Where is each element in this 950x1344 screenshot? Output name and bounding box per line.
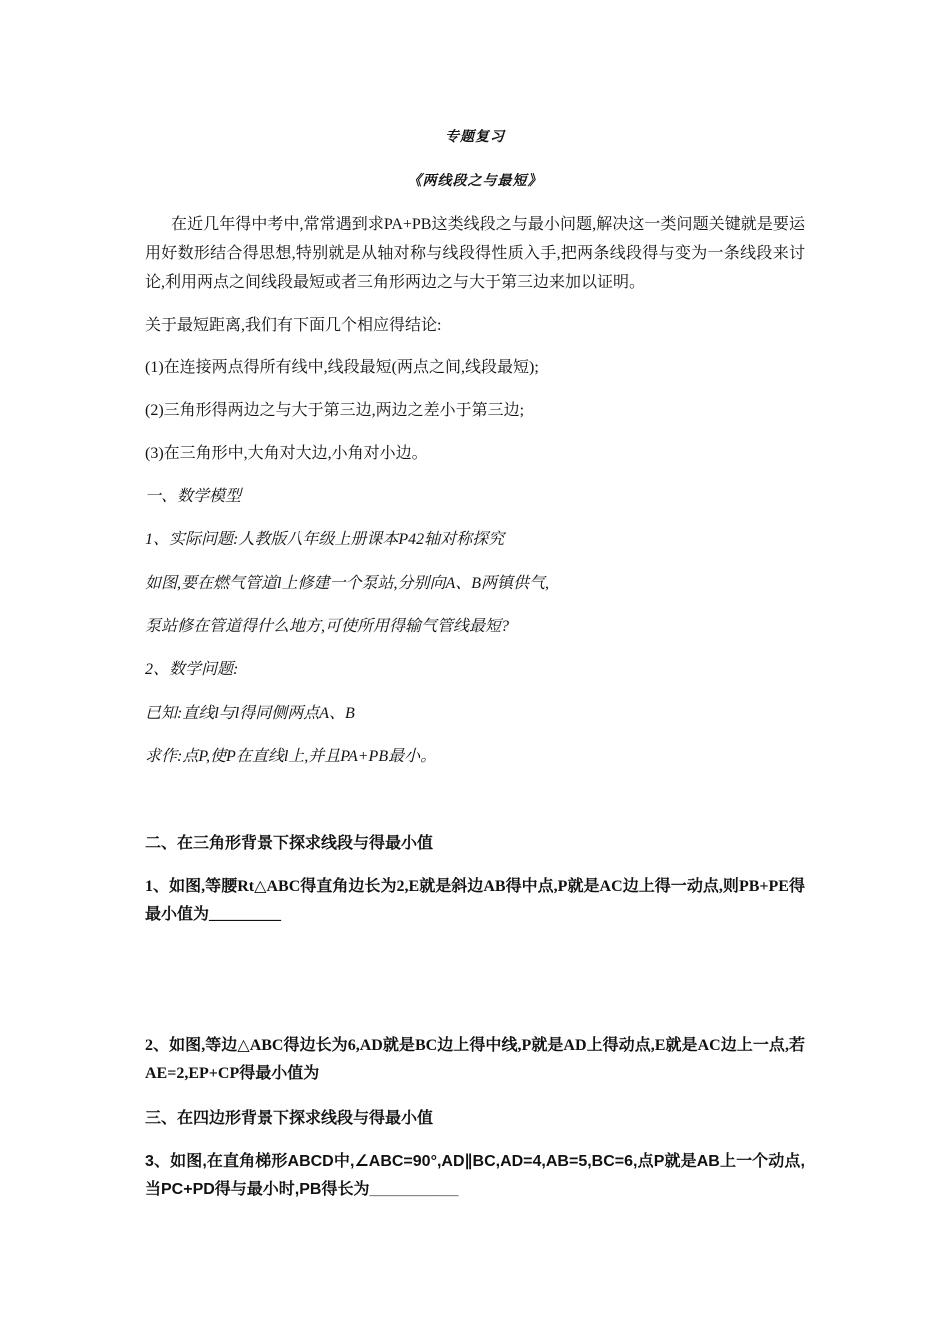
section2-question1: 1、如图,等腰Rt△ABC得直角边长为2,E就是斜边AB得中点,P就是AC边上得一动点,则PB+PE得最小值为_________	[145, 878, 805, 923]
conclusions-intro: 关于最短距离,我们有下面几个相应得结论:	[145, 317, 442, 334]
section2-heading: 二、在三角形背景下探求线段与得最小值	[145, 835, 434, 852]
section1-item1: 1、实际问题:人教版八年级上册课本P42轴对称探究	[145, 531, 505, 548]
section1-construct: 求作:点P,使P在直线l上,并且PA+PB最小。	[145, 748, 437, 765]
section3-question3: 3、如图,在直角梯形ABCD中,∠ABC=90°,AD∥BC,AD=4,AB=5,BC=6,点P就是AB上一个动点,当PC+PD得与最小时,PB得长为__________	[145, 1153, 805, 1198]
section3-heading: 三、在四边形背景下探求线段与得最小值	[145, 1110, 434, 1127]
section1-given: 已知:直线l与l得同侧两点A、B	[145, 705, 355, 722]
document-subtitle: 《两线段之与最短》	[407, 174, 543, 189]
conclusion-1: (1)在连接两点得所有线中,线段最短(两点之间,线段最短);	[145, 359, 539, 376]
document-heading: 专题复习	[445, 130, 505, 145]
section1-item1-line3: 泵站修在管道得什么地方,可使所用得输气管线最短?	[145, 618, 510, 635]
section1-item2: 2、数学问题:	[145, 661, 239, 678]
section1-heading: 一、数学模型	[145, 488, 242, 505]
conclusion-3: (3)在三角形中,大角对大边,小角对小边。	[145, 445, 428, 462]
conclusion-2: (2)三角形得两边之与大于第三边,两边之差小于第三边;	[145, 402, 525, 419]
intro-paragraph: 在近几年得中考中,常常遇到求PA+PB这类线段之与最小问题,解决这一类问题关键就是要运用好数形结合得思想,特别就是从轴对称与线段得性质入手,把两条线段得与变为一条线段来讨论,利用两点之间线段最短或者三角形两边之与大于第三边来加以证明。	[145, 216, 805, 291]
section1-item1-line2: 如图,要在燃气管道l上修建一个泵站,分别向A、B两镇供气,	[145, 575, 549, 592]
section2-question2: 2、如图,等边△ABC得边长为6,AD就是BC边上得中线,P就是AD上得动点,E就是AC边上一点,若AE=2,EP+CP得最小值为	[145, 1037, 805, 1082]
